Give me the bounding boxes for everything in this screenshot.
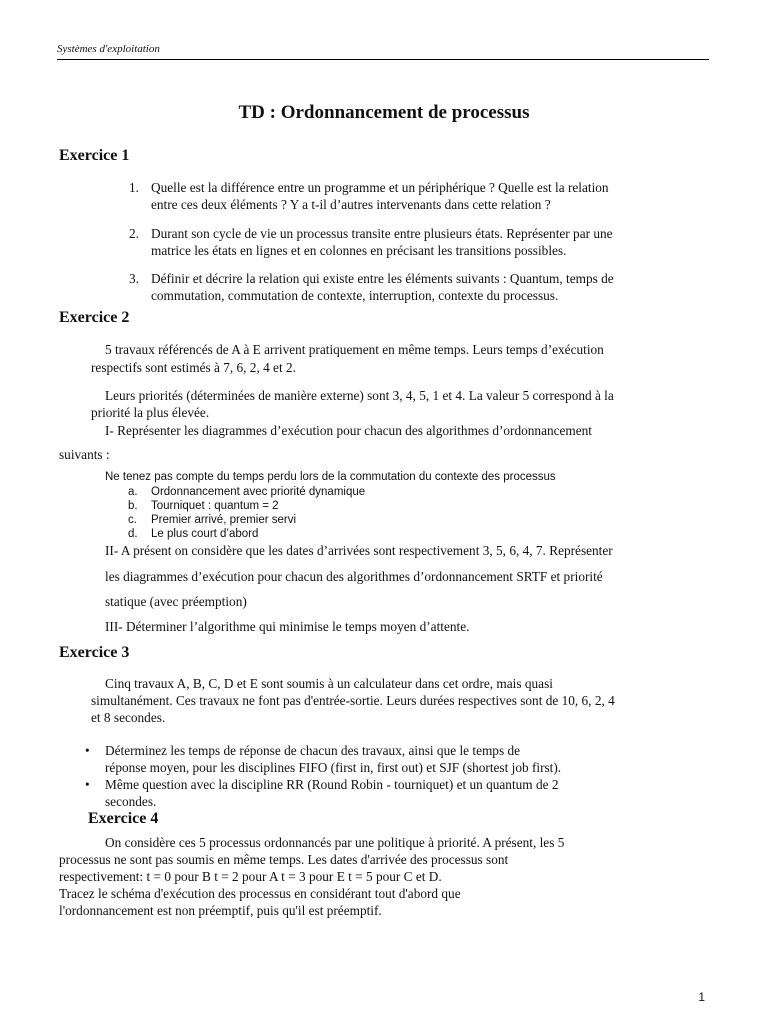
ex3-p1-line: simultanément. Ces travaux ne font pas d'entrée-sortie. Leurs durées respectives sont de 10, 6, 2, 4 <box>91 693 615 708</box>
ex2-p2-line: priorité la plus élevée. <box>91 405 210 420</box>
ex4-line: respectivement: t = 0 pour B t = 2 pour A t = 3 pour E t = 5 pour C et D. <box>59 869 442 884</box>
ex3-bullet-line: réponse moyen, pour les disciplines FIFO (first in, first out) et SJF (shortest job first). <box>105 760 562 775</box>
ex3-p1-line: Cinq travaux A, B, C, D et E sont soumis à un calculateur dans cet ordre, mais quasi <box>105 676 553 691</box>
ex3-bullet-line: secondes. <box>105 794 157 809</box>
ex4-line: l'ordonnancement est non préemptif, puis qu'il est préemptif. <box>59 903 382 918</box>
exercice2-heading: Exercice 2 <box>59 309 130 326</box>
algo-text: Le plus court d’abord <box>151 528 259 540</box>
item-line: Quelle est la différence entre un programme et un périphérique ? Quelle est la relation <box>151 180 609 195</box>
exercice1-item-1 <box>117 180 709 220</box>
bullet-icon: • <box>85 777 90 792</box>
item-number: 1. <box>129 180 139 195</box>
algo-text: Premier arrivé, premier servi <box>151 514 297 526</box>
item-line: Définir et décrire la relation qui existe entre les éléments suivants : Quantum, temps de <box>151 271 614 286</box>
ex2-question3: III- Déterminer l’algorithme qui minimise le temps moyen d’attente. <box>105 619 470 634</box>
ex2-note: Ne tenez pas compte du temps perdu lors de la commutation du contexte des processus <box>105 471 556 483</box>
ex2-question1: I- Représenter les diagrammes d’exécution pour chacun des algorithmes d’ordonnancement <box>105 423 593 438</box>
ex3-bullet-line: Même question avec la discipline RR (Round Robin - tourniquet) et un quantum de 2 <box>105 777 559 792</box>
bullet-icon: • <box>85 743 90 758</box>
exercice4-heading: Exercice 4 <box>88 810 159 827</box>
ex4-line: processus ne sont pas soumis en même temps. Les dates d'arrivée des processus sont <box>59 852 509 867</box>
exercice1-list <box>117 180 709 307</box>
ex3-p1-line: et 8 secondes. <box>91 710 166 725</box>
ex2-question2-line: II- A présent on considère que les dates d’arrivées sont respectivement 3, 5, 6, 4, 7. Représenter <box>105 543 613 558</box>
page-header: Systèmes d'exploitation <box>57 43 160 55</box>
page-number: 1 <box>698 990 705 1004</box>
exercice1-heading: Exercice 1 <box>59 147 130 164</box>
ex2-question1-cont: suivants : <box>59 447 110 462</box>
ex4-line: On considère ces 5 processus ordonnancés par une politique à priorité. A présent, les 5 <box>105 835 565 850</box>
algo-text: Tourniquet : quantum = 2 <box>151 500 279 512</box>
item-line: matrice les états en lignes et en colonnes en précisant les transitions possibles. <box>151 243 567 258</box>
exercice1-item-3 <box>117 271 709 307</box>
item-line: Durant son cycle de vie un processus transite entre plusieurs états. Représenter par une <box>151 226 613 241</box>
item-line: entre ces deux éléments ? Y a t-il d’autres intervenants dans cette relation ? <box>151 197 551 212</box>
ex2-p2-line: Leurs priorités (déterminées de manière externe) sont 3, 4, 5, 1 et 4. La valeur 5 correspond à la <box>105 388 614 403</box>
ex2-question2-line: statique (avec préemption) <box>105 594 247 609</box>
algo-letter: b. <box>128 500 138 512</box>
item-line: commutation, commutation de contexte, interruption, contexte du processus. <box>151 288 559 303</box>
ex3-bullet-line: Déterminez les temps de réponse de chacun des travaux, ainsi que le temps de <box>105 743 521 758</box>
item-number: 3. <box>129 271 139 286</box>
algo-letter: c. <box>128 514 137 526</box>
ex2-question2-line: les diagrammes d’exécution pour chacun des algorithmes d’ordonnancement SRTF et priorité <box>105 569 603 584</box>
algo-text: Ordonnancement avec priorité dynamique <box>151 486 366 498</box>
exercice1-item-2 <box>117 226 709 271</box>
algo-letter: d. <box>128 528 138 540</box>
ex2-p1-line: 5 travaux référencés de A à E arrivent pratiquement en même temps. Leurs temps d’exécution <box>105 342 604 357</box>
ex4-line: Tracez le schéma d'exécution des processus en considérant tout d'abord que <box>59 886 461 901</box>
ex2-p1-line: respectifs sont estimés à 7, 6, 2, 4 et 2. <box>91 360 296 375</box>
exercice3-heading: Exercice 3 <box>59 644 130 661</box>
page-title: TD : Ordonnancement de processus <box>238 102 530 123</box>
item-number: 2. <box>129 226 139 241</box>
header-rule <box>57 59 709 60</box>
algo-letter: a. <box>128 486 138 498</box>
